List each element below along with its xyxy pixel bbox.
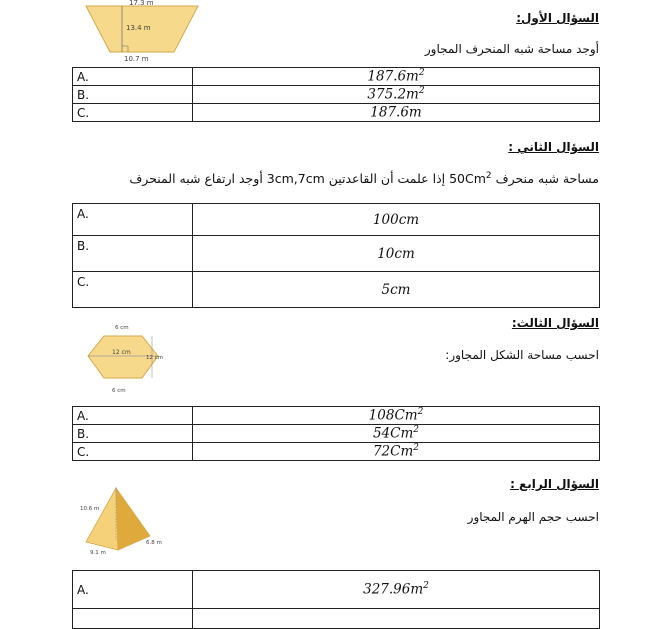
q3-option-c-value: 72Cm$^2$	[193, 443, 600, 461]
q3-option-a-label: A.	[73, 407, 193, 425]
q1-options-table	[72, 67, 600, 122]
q3-figure	[82, 318, 182, 398]
q3-option-a-value: 108Cm$^2$	[193, 407, 600, 425]
q3-option-b-label: B.	[73, 425, 193, 443]
q2-option-b[interactable]	[73, 236, 600, 272]
q3-option-b[interactable]	[73, 425, 600, 443]
q2-option-c[interactable]	[73, 272, 600, 308]
q3-figure-bottom-label: 6 cm	[112, 388, 126, 394]
q3-option-a[interactable]	[73, 407, 600, 425]
q1-option-a-value: $187.6m^2$	[193, 68, 600, 86]
q2-option-a-value: 100cm	[193, 204, 600, 236]
q4-options-table	[72, 570, 600, 629]
q1-figure-bottom-label: 10.7 m	[124, 55, 149, 62]
q3-figure-top-label: 6 cm	[115, 325, 129, 331]
q2-text-after: إذا علمت أن القاعدتين 3cm,7cm أوجد ارتفاع شبه المنحرف	[129, 171, 446, 187]
q3-option-b-value: 54Cm$^2$	[193, 425, 600, 443]
q2-options-table	[72, 203, 600, 308]
q4-option-a[interactable]	[73, 571, 600, 609]
q2-option-b-label: B.	[73, 236, 193, 272]
q2-option-c-value: 5cm	[193, 272, 600, 308]
q1-figure-top-label: 17.3 m	[129, 0, 154, 7]
q1-figure-height-label: 13.4 m	[126, 24, 151, 32]
q4-option-a-value: $327.96m^2$	[193, 571, 600, 609]
q4-title: السؤال الرابع :	[510, 477, 599, 491]
q2-area: 50Cm$^2$	[449, 171, 492, 187]
q1-option-b-label: B.	[73, 86, 193, 104]
q3-option-c-label: C.	[73, 443, 193, 461]
q1-title: السؤال الأول:	[516, 11, 599, 25]
q3-figure-inner-label: 12 cm	[112, 349, 131, 356]
q4-figure	[76, 484, 186, 556]
q3-options-table	[72, 406, 600, 461]
q1-option-c[interactable]	[73, 104, 600, 122]
q1-option-c-label: C.	[73, 104, 193, 122]
q4-option-b-partial	[73, 609, 600, 629]
q3-text: احسب مساحة الشكل المجاور:	[445, 348, 599, 362]
q2-option-a-label: A.	[73, 204, 193, 236]
q2-title: السؤال الثاني :	[508, 140, 599, 154]
q1-option-b-value: $375.2m^2$	[193, 86, 600, 104]
q1-option-a[interactable]	[73, 68, 600, 86]
q1-option-b[interactable]	[73, 86, 600, 104]
q2-text	[129, 171, 599, 186]
q2-option-a[interactable]	[73, 204, 600, 236]
q4-figure-base-label: 9.1 m	[90, 550, 106, 556]
q4-figure-height-label: 10.6 m	[80, 506, 100, 512]
q4-figure-side-label: 6.8 m	[146, 540, 162, 546]
q1-text: أوجد مساحة شبه المنحرف المجاور	[424, 42, 599, 56]
q2-option-b-value: 10cm	[193, 236, 600, 272]
q2-option-c-label: C.	[73, 272, 193, 308]
q4-option-a-label: A.	[73, 571, 193, 609]
q1-figure	[82, 0, 202, 62]
q3-figure-side-label: 12 cm	[146, 355, 164, 361]
q1-option-c-value: 187.6m	[193, 104, 600, 122]
q4-text: احسب حجم الهرم المجاور	[467, 510, 599, 524]
q2-text-before: مساحة شبه منحرف	[495, 171, 599, 187]
q3-title: السؤال الثالث:	[511, 316, 599, 330]
q3-option-c[interactable]	[73, 443, 600, 461]
q1-option-a-label: A.	[73, 68, 193, 86]
